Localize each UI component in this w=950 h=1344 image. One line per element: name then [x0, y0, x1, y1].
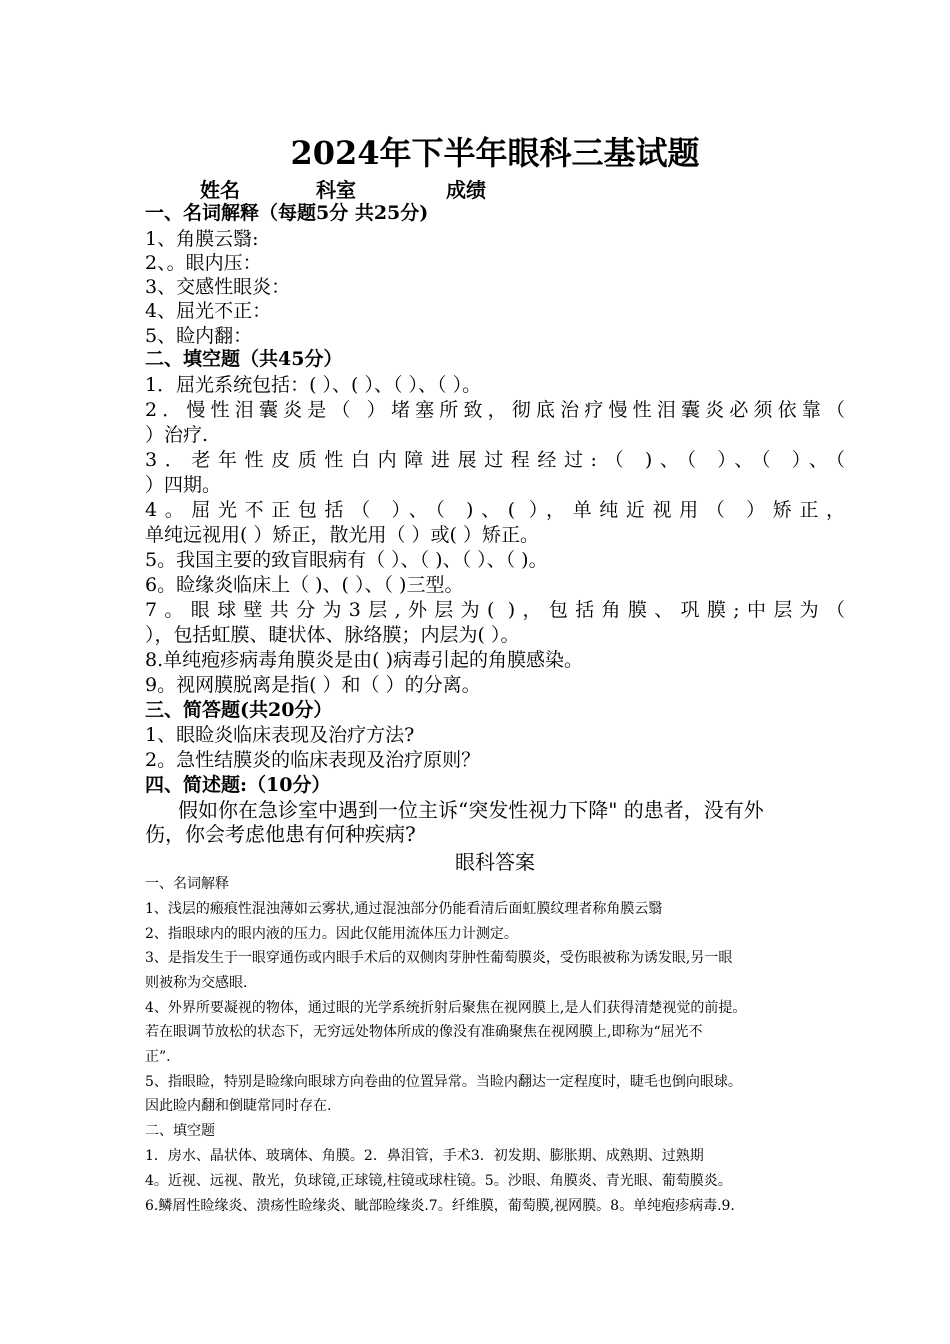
answer-line: 6.鳞屑性睑缘炎、溃疡性睑缘炎、眦部睑缘炎.7。纤维膜，葡萄膜,视网膜。8。单纯疱疹病毒.9.: [145, 1198, 735, 1214]
term-item: 1、角膜云翳:: [145, 228, 259, 250]
fill-blank-line: 单纯远视用( ）矫正，散光用（ ）或( ）矫正。: [145, 524, 539, 546]
name-label: 姓名: [200, 178, 240, 202]
fill-blank-line: 3．老年性皮质性白内障进展过程经过:（ )、（ ）、（ ）、（: [145, 449, 845, 471]
answer-line: 4、外界所要凝视的物体，通过眼的光学系统折射后聚焦在视网膜上,是人们获得清楚视觉的前提。: [145, 1000, 747, 1016]
term-item: 5、睑内翻：: [145, 325, 253, 347]
term-item: 4、屈光不正：: [145, 300, 272, 322]
short-answer-item: 1、眼睑炎临床表现及治疗方法?: [145, 724, 415, 746]
section2-heading: 二、填空题（共45分）: [145, 348, 343, 370]
answer-line: 正”.: [145, 1049, 171, 1065]
short-answer-item: 2。急性结膜炎的临床表现及治疗原则？: [145, 749, 481, 771]
term-item: 3、交感性眼炎：: [145, 276, 291, 298]
answer-line: 5、指眼睑，特别是睑缘向眼球方向卷曲的位置异常。当睑内翻达一定程度时，睫毛也倒向眼球。: [145, 1074, 742, 1090]
fill-blank-line: 1．屈光系统包括：( ）、( ）、（ ）、（ ）。: [145, 374, 482, 396]
answer-line: 二、填空题: [145, 1123, 215, 1139]
answer-line: 3、是指发生于一眼穿通伤或内眼手术后的双侧肉芽肿性葡萄膜炎，受伤眼被称为诱发眼,另一眼: [145, 950, 733, 966]
answer-line: 1．房水、晶状体、玻璃体、角膜。2．鼻泪管，手术3．初发期、膨胀期、成熟期、过熟期: [145, 1148, 704, 1164]
fill-blank-line: ），包括虹膜、睫状体、脉络膜；内层为( ）。: [145, 624, 520, 646]
answer-line: 若在眼调节放松的状态下，无穷远处物体所成的像没有准确聚焦在视网膜上,即称为“屈光不: [145, 1024, 703, 1040]
page-title: 2024年下半年眼科三基试题: [290, 134, 700, 172]
answer-line: 4。近视、远视、散光，负球镜,正球镜,柱镜或球柱镜。5。沙眼、角膜炎、青光眼、葡萄膜炎。: [145, 1173, 732, 1189]
answer-line: 1、浅层的瘢痕性混浊薄如云雾状,通过混浊部分仍能看清后面虹膜纹理者称角膜云翳: [145, 901, 663, 917]
answer-line: 则被称为交感眼.: [145, 975, 248, 991]
fill-blank-line: ）四期。: [145, 474, 222, 496]
fill-blank-line: 5。我国主要的致盲眼病有（ ）、（ )、（ ）、（ )。: [145, 549, 548, 571]
answer-line: 2、指眼球内的眼内液的压力。因此仅能用流体压力计测定。: [145, 926, 518, 942]
section1-heading: 一、名词解释（每题5分 共25分): [145, 202, 429, 224]
section4-heading: 四、简述题:（10分）: [145, 774, 331, 796]
fill-blank-line: 2．慢性泪囊炎是（ ）堵塞所致，彻底治疗慢性泪囊炎必须依靠（: [145, 399, 845, 421]
essay-question-line: 伤，你会考虑他患有何种疾病?: [145, 822, 416, 846]
fill-blank-line: 8.单纯疱疹病毒角膜炎是由( )病毒引起的角膜感染。: [145, 649, 583, 671]
fill-blank-line: 6。睑缘炎临床上（ )、( ）、（ )三型。: [145, 574, 464, 596]
score-label: 成绩: [446, 178, 486, 202]
fill-blank-line: 9。视网膜脱离是指( ）和（ ）的分离。: [145, 674, 481, 696]
fill-blank-line: 7。眼球壁共分为3层,外层为( )，包括角膜、巩膜;中层为（: [145, 599, 845, 621]
answer-line: 一、名词解释: [145, 876, 229, 892]
answers-title: 眼科答案: [455, 850, 535, 874]
answer-line: 因此睑内翻和倒睫常同时存在.: [145, 1098, 332, 1114]
essay-question-line: 假如你在急诊室中遇到一位主诉“突发性视力下降" 的患者，没有外: [178, 798, 764, 822]
fill-blank-line: ）治疗.: [145, 424, 209, 446]
department-label: 科室: [316, 178, 356, 202]
fill-blank-line: 4。屈光不正包括（ ）、（ )、( ），单纯近视用（ ）矫正，: [145, 499, 845, 521]
section3-heading: 三、简答题(共20分）: [145, 699, 333, 721]
term-item: 2、。眼内压：: [145, 252, 262, 274]
